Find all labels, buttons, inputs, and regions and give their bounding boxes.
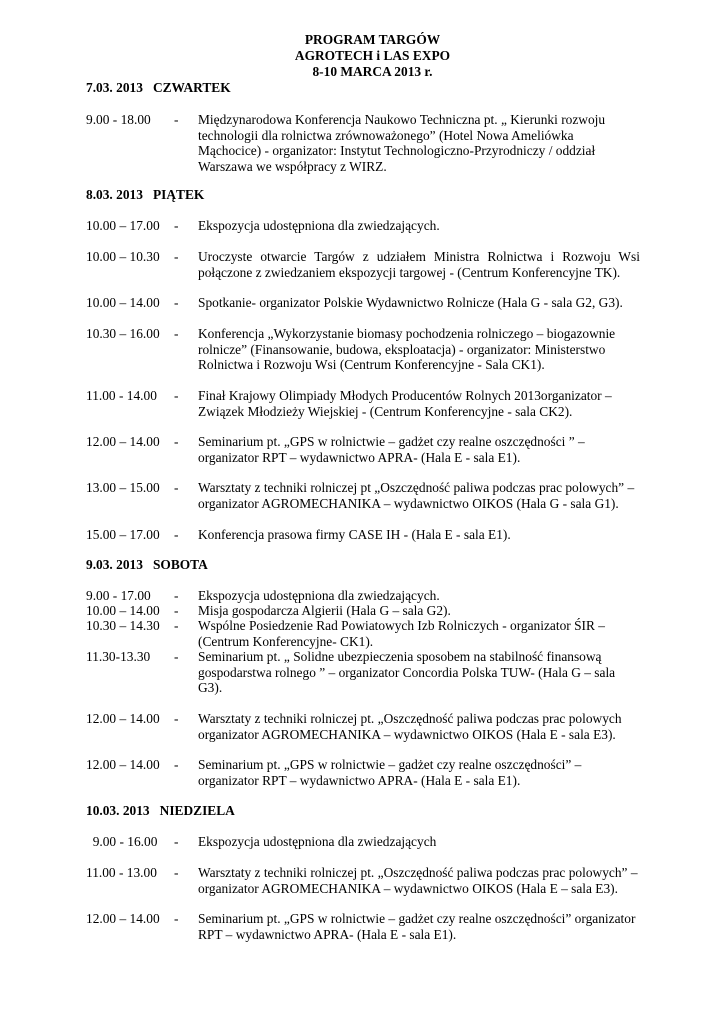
entry-time: 12.00 – 14.00 xyxy=(86,757,160,772)
entry-description: Seminarium pt. „ Solidne ubezpieczenia sposobem na stabilność finansową gospodarstwa rolnego ” – organizator Concordia Polska TUW- (Hala G – sala G3). xyxy=(198,649,616,696)
entry-description: Konferencja „Wykorzystanie biomasy pochodzenia rolniczego – biogazownie rolnicze” (Finansowanie, budowa, eksploatacja) - organizator: Ministerstwo Rolnictwa i Rozwoju Wsi (Centrum Konferencyjne - Sala CK1). xyxy=(198,326,616,373)
entry-dash: - xyxy=(174,112,179,127)
entry-time: 10.00 – 14.00 xyxy=(86,603,160,618)
entry-description: Spotkanie- organizator Polskie Wydawnictwo Rolnicze (Hala G - sala G2, G3). xyxy=(198,295,623,310)
schedule-entry xyxy=(86,218,646,234)
entry-dash: - xyxy=(174,649,179,664)
title-line-2: AGROTECH i LAS EXPO xyxy=(294,48,451,63)
document-title xyxy=(0,32,725,80)
schedule-entry xyxy=(86,249,646,280)
entry-description: Misja gospodarcza Algierii (Hala G – sala G2). xyxy=(198,603,451,618)
entry-description: Ekspozycja udostępniona dla zwiedzających. xyxy=(198,218,440,233)
title-line-1: PROGRAM TARGÓW xyxy=(304,32,441,47)
entry-dash: - xyxy=(174,295,179,310)
entry-dash: - xyxy=(174,249,179,264)
entry-description: Międzynarodowa Konferencja Naukowo Techniczna pt. „ Kierunki rozwoju technologii dla rolnictwa zrównoważonego” (Hotel Nowa Ameliówka Mąchocice) - organizator: Instytut Technologiczno-Przyrodniczy / oddział Warszawa we współpracy z WIRZ. xyxy=(198,112,606,174)
title-line-3: 8-10 MARCA 2013 r. xyxy=(312,64,433,79)
day-heading-sunday: 10.03. 2013 NIEDZIELA xyxy=(86,803,235,818)
entry-time: 15.00 – 17.00 xyxy=(86,527,160,542)
schedule-entry xyxy=(86,527,646,543)
entry-description: Warsztaty z techniki rolniczej pt. „Oszczędność paliwa podczas prac polowych” – organizator AGROMECHANIKA – wydawnictwo OIKOS (Hala E – sala E3). xyxy=(198,865,638,896)
schedule-entry xyxy=(86,757,646,788)
entry-description: Seminarium pt. „GPS w rolnictwie – gadżet czy realne oszczędności” – organizator RPT – wydawnictwo APRA- (Hala E - sala E1). xyxy=(198,757,582,788)
entry-time: 11.30-13.30 xyxy=(86,649,151,664)
entry-description: Wspólne Posiedzenie Rad Powiatowych Izb Rolniczych - organizator ŚIR – (Centrum Konferencyjne- CK1). xyxy=(198,618,605,649)
entry-description: Ekspozycja udostępniona dla zwiedzających. xyxy=(198,588,440,603)
schedule-entry xyxy=(86,911,646,942)
entry-dash: - xyxy=(174,434,179,449)
schedule-entry xyxy=(86,434,646,465)
entry-time: 9.00 - 16.00 xyxy=(86,834,158,849)
entry-description: Finał Krajowy Olimpiady Młodych Producentów Rolnych 2013organizator – Związek Młodzieży Wiejskiej - (Centrum Konferencyjne - sala CK2). xyxy=(198,388,612,419)
entry-time: 9.00 - 17.00 xyxy=(86,588,151,603)
schedule-entry xyxy=(86,865,646,896)
entry-description: Ekspozycja udostępniona dla zwiedzających xyxy=(198,834,437,849)
entry-description: Seminarium pt. „GPS w rolnictwie – gadżet czy realne oszczędności ” – organizator RPT – wydawnictwo APRA- (Hala E - sala E1). xyxy=(198,434,585,465)
entry-time: 11.00 - 14.00 xyxy=(86,388,157,403)
entry-dash: - xyxy=(174,527,179,542)
schedule-entry xyxy=(86,834,646,850)
entry-dash: - xyxy=(174,711,179,726)
entry-time: 12.00 – 14.00 xyxy=(86,434,160,449)
entry-time: 13.00 – 15.00 xyxy=(86,480,160,495)
schedule-entry xyxy=(86,112,646,174)
entry-dash: - xyxy=(174,865,179,880)
entry-dash: - xyxy=(174,588,179,603)
entry-time: 9.00 - 18.00 xyxy=(86,112,151,127)
schedule-entry xyxy=(86,711,646,742)
day-heading-friday: 8.03. 2013 PIĄTEK xyxy=(86,187,205,202)
entry-time: 10.30 – 14.30 xyxy=(86,618,160,633)
entry-description: Konferencja prasowa firmy CASE IH - (Hala E - sala E1). xyxy=(198,527,511,542)
entry-dash: - xyxy=(174,218,179,233)
schedule-entry xyxy=(86,618,646,649)
entry-description: Seminarium pt. „GPS w rolnictwie – gadżet czy realne oszczędności” organizator RPT – wydawnictwo APRA- (Hala E - sala E1). xyxy=(198,911,636,942)
entry-dash: - xyxy=(174,618,179,633)
entry-time: 10.30 – 16.00 xyxy=(86,326,160,341)
entry-dash: - xyxy=(174,911,179,926)
schedule-entry xyxy=(86,326,646,373)
entry-dash: - xyxy=(174,388,179,403)
schedule-entry xyxy=(86,388,646,419)
day-heading-saturday: 9.03. 2013 SOBOTA xyxy=(86,557,208,572)
schedule-entry xyxy=(86,603,646,619)
entry-dash: - xyxy=(174,834,179,849)
entry-dash: - xyxy=(174,480,179,495)
schedule-entry xyxy=(86,649,646,696)
entry-time: 10.00 – 14.00 xyxy=(86,295,160,310)
entry-dash: - xyxy=(174,326,179,341)
schedule-entry xyxy=(86,480,646,511)
entry-dash: - xyxy=(174,757,179,772)
entry-time: 12.00 – 14.00 xyxy=(86,711,160,726)
entry-time: 12.00 – 14.00 xyxy=(86,911,160,926)
entry-description: Uroczyste otwarcie Targów z udziałem Ministra Rolnictwa i Rozwoju Wsi połączone z zwiedzaniem ekspozycji targowej - (Centrum Konferencyjne TK). xyxy=(198,249,640,280)
entry-time: 10.00 – 10.30 xyxy=(86,249,160,264)
entry-time: 10.00 – 17.00 xyxy=(86,218,160,233)
day-heading-thursday: 7.03. 2013 CZWARTEK xyxy=(86,80,231,95)
entry-dash: - xyxy=(174,603,179,618)
entry-time: 11.00 - 13.00 xyxy=(86,865,157,880)
entry-description: Warsztaty z techniki rolniczej pt „Oszczędność paliwa podczas prac polowych” – organizator AGROMECHANIKA – wydawnictwo OIKOS (Hala G - sala G1). xyxy=(198,480,635,511)
entry-description: Warsztaty z techniki rolniczej pt. „Oszczędność paliwa podczas prac polowych organizator AGROMECHANIKA – wydawnictwo OIKOS (Hala E - sala E3). xyxy=(198,711,622,742)
schedule-entry xyxy=(86,588,646,604)
schedule-entry xyxy=(86,295,646,311)
